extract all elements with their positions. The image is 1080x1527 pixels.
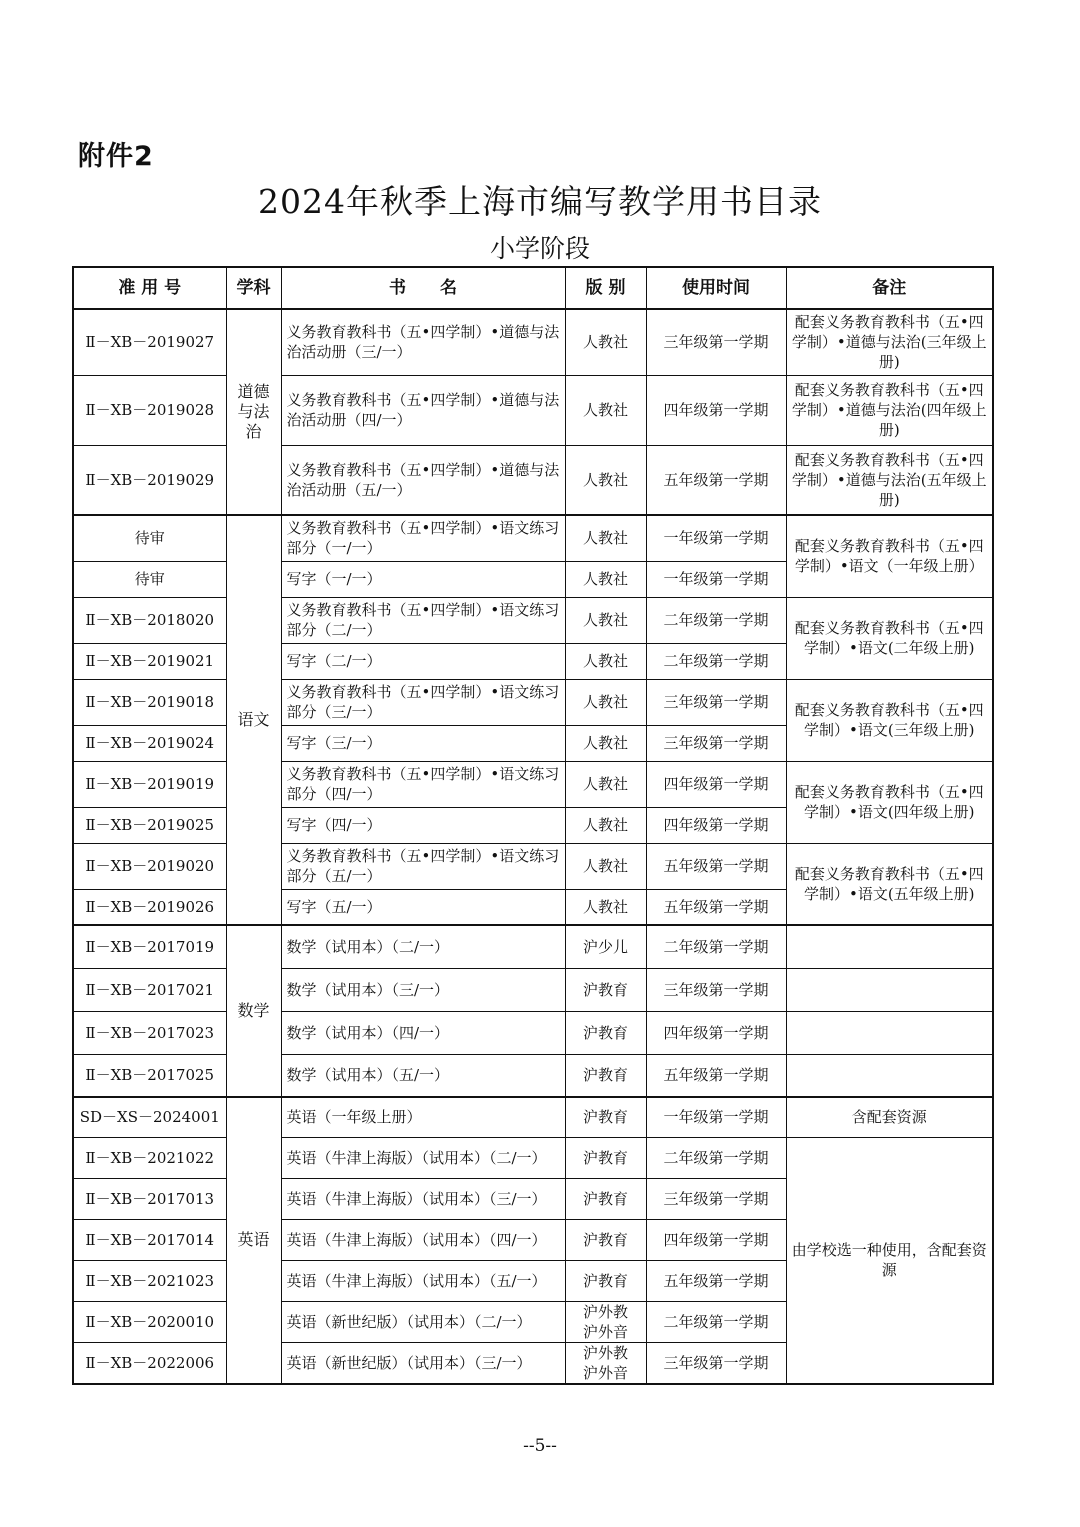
cell-time: 一年级第一学期 — [646, 1097, 786, 1137]
cell-time: 四年级第一学期 — [646, 1219, 786, 1260]
cell-book-name: 写字（二/一） — [281, 643, 565, 679]
table-row — [73, 445, 993, 515]
cell-publisher: 人教社 — [565, 843, 646, 889]
cell-book-name: 数学（试用本）（二/一） — [281, 925, 565, 968]
cell-publisher: 人教社 — [565, 375, 646, 445]
cell-id: Ⅱ－XB－2019026 — [73, 889, 226, 925]
header-note: 备注 — [786, 267, 993, 309]
attachment-label: 附件2 — [78, 141, 154, 172]
cell-id: 待审 — [73, 561, 226, 597]
cell-book-name: 写字（五/一） — [281, 889, 565, 925]
cell-note: 配套义务教育教科书（五•四学制）•语文(三年级上册) — [786, 679, 993, 761]
cell-book-name: 义务教育教科书（五•四学制）•道德与法治活动册（三/一） — [281, 309, 565, 375]
cell-time: 四年级第一学期 — [646, 807, 786, 843]
table-row — [73, 679, 993, 725]
cell-publisher: 人教社 — [565, 309, 646, 375]
table-header-row — [73, 267, 993, 309]
cell-note: 配套义务教育教科书（五•四学制）•道德与法治(五年级上册) — [786, 445, 993, 515]
cell-id: Ⅱ－XB－2017014 — [73, 1219, 226, 1260]
cell-id: Ⅱ－XB－2019018 — [73, 679, 226, 725]
cell-id: Ⅱ－XB－2019027 — [73, 309, 226, 375]
cell-time: 四年级第一学期 — [646, 375, 786, 445]
cell-id: Ⅱ－XB－2022006 — [73, 1342, 226, 1384]
cell-book-name: 义务教育教科书（五•四学制）•道德与法治活动册（四/一） — [281, 375, 565, 445]
cell-time: 五年级第一学期 — [646, 889, 786, 925]
page-title: 2024年秋季上海市编写教学用书目录 — [258, 182, 822, 221]
cell-note: 配套义务教育教科书（五•四学制）•语文(四年级上册) — [786, 761, 993, 843]
cell-book-name: 义务教育教科书（五•四学制）•语文练习部分（二/一） — [281, 597, 565, 643]
cell-time: 三年级第一学期 — [646, 725, 786, 761]
cell-id: Ⅱ－XB－2017023 — [73, 1011, 226, 1054]
cell-time: 四年级第一学期 — [646, 761, 786, 807]
cell-publisher: 人教社 — [565, 445, 646, 515]
header-time: 使用时间 — [646, 267, 786, 309]
cell-id: Ⅱ－XB－2017019 — [73, 925, 226, 968]
cell-time: 二年级第一学期 — [646, 1137, 786, 1178]
cell-note: 配套义务教育教科书（五•四学制）•语文(五年级上册) — [786, 843, 993, 925]
cell-book-name: 数学（试用本）（四/一） — [281, 1011, 565, 1054]
cell-id: Ⅱ－XB－2019025 — [73, 807, 226, 843]
cell-book-name: 义务教育教科书（五•四学制）•语文练习部分（三/一） — [281, 679, 565, 725]
cell-time: 五年级第一学期 — [646, 1260, 786, 1301]
cell-note — [786, 968, 993, 1011]
cell-publisher: 沪教育 — [565, 1097, 646, 1137]
cell-note — [786, 1011, 993, 1054]
cell-publisher: 沪教育 — [565, 968, 646, 1011]
cell-subject-english: 英语 — [226, 1097, 281, 1384]
table-row — [73, 761, 993, 807]
table-row — [73, 1137, 993, 1178]
cell-time: 三年级第一学期 — [646, 968, 786, 1011]
cell-time: 一年级第一学期 — [646, 515, 786, 561]
table-row — [73, 515, 993, 561]
cell-book-name: 义务教育教科书（五•四学制）•道德与法治活动册（五/一） — [281, 445, 565, 515]
header-id: 准 用 号 — [73, 267, 226, 309]
cell-id: Ⅱ－XB－2020010 — [73, 1301, 226, 1342]
cell-id: Ⅱ－XB－2018020 — [73, 597, 226, 643]
cell-note — [786, 925, 993, 968]
cell-subject-math: 数学 — [226, 925, 281, 1097]
table-row — [73, 968, 993, 1011]
cell-time: 三年级第一学期 — [646, 309, 786, 375]
header-publisher: 版 别 — [565, 267, 646, 309]
cell-book-name: 写字（四/一） — [281, 807, 565, 843]
cell-book-name: 数学（试用本）（五/一） — [281, 1054, 565, 1097]
cell-id: Ⅱ－XB－2021023 — [73, 1260, 226, 1301]
page-number: --5-- — [523, 1436, 557, 1456]
cell-note: 配套义务教育教科书（五•四学制）•道德与法治(四年级上册) — [786, 375, 993, 445]
cell-book-name: 英语（牛津上海版）（试用本）（三/一） — [281, 1178, 565, 1219]
cell-time: 三年级第一学期 — [646, 1178, 786, 1219]
cell-time: 三年级第一学期 — [646, 679, 786, 725]
cell-time: 五年级第一学期 — [646, 445, 786, 515]
header-book-name: 书 名 — [281, 267, 565, 309]
cell-id: Ⅱ－XB－2019020 — [73, 843, 226, 889]
table-row — [73, 1097, 993, 1137]
cell-id: Ⅱ－XB－2019024 — [73, 725, 226, 761]
cell-time: 二年级第一学期 — [646, 925, 786, 968]
table-row — [73, 309, 993, 375]
cell-id: SD－XS－2024001 — [73, 1097, 226, 1137]
cell-publisher: 人教社 — [565, 725, 646, 761]
cell-time: 二年级第一学期 — [646, 643, 786, 679]
cell-publisher: 人教社 — [565, 761, 646, 807]
cell-id: 待审 — [73, 515, 226, 561]
cell-time: 一年级第一学期 — [646, 561, 786, 597]
cell-publisher: 沪教育 — [565, 1260, 646, 1301]
cell-publisher: 沪少儿 — [565, 925, 646, 968]
table-row — [73, 597, 993, 643]
cell-publisher: 人教社 — [565, 597, 646, 643]
cell-time: 二年级第一学期 — [646, 597, 786, 643]
cell-publisher: 人教社 — [565, 561, 646, 597]
cell-id: Ⅱ－XB－2021022 — [73, 1137, 226, 1178]
cell-book-name: 义务教育教科书（五•四学制）•语文练习部分（四/一） — [281, 761, 565, 807]
cell-time: 五年级第一学期 — [646, 1054, 786, 1097]
cell-id: Ⅱ－XB－2017025 — [73, 1054, 226, 1097]
cell-book-name: 义务教育教科书（五•四学制）•语文练习部分（一/一） — [281, 515, 565, 561]
cell-note — [786, 1054, 993, 1097]
table-row — [73, 1054, 993, 1097]
cell-id: Ⅱ－XB－2017021 — [73, 968, 226, 1011]
cell-time: 三年级第一学期 — [646, 1342, 786, 1384]
table-row — [73, 1011, 993, 1054]
cell-id: Ⅱ－XB－2019028 — [73, 375, 226, 445]
cell-publisher: 沪教育 — [565, 1219, 646, 1260]
cell-subject-chinese: 语文 — [226, 515, 281, 925]
cell-book-name: 英语（牛津上海版）（试用本）（五/一） — [281, 1260, 565, 1301]
cell-id: Ⅱ－XB－2017013 — [73, 1178, 226, 1219]
cell-book-name: 数学（试用本）（三/一） — [281, 968, 565, 1011]
cell-id: Ⅱ－XB－2019021 — [73, 643, 226, 679]
cell-publisher: 人教社 — [565, 889, 646, 925]
cell-publisher: 人教社 — [565, 515, 646, 561]
cell-time: 二年级第一学期 — [646, 1301, 786, 1342]
cell-id: Ⅱ－XB－2019029 — [73, 445, 226, 515]
cell-publisher: 沪外教沪外音 — [565, 1301, 646, 1342]
cell-book-name: 写字（三/一） — [281, 725, 565, 761]
cell-note: 配套义务教育教科书（五•四学制）•语文（一年级上册） — [786, 515, 993, 597]
cell-note: 由学校选一种使用，含配套资源 — [786, 1137, 993, 1384]
cell-publisher: 沪教育 — [565, 1054, 646, 1097]
cell-time: 四年级第一学期 — [646, 1011, 786, 1054]
cell-note: 配套义务教育教科书（五•四学制）•语文(二年级上册) — [786, 597, 993, 679]
cell-book-name: 英语（新世纪版）（试用本）（三/一） — [281, 1342, 565, 1384]
cell-book-name: 英语（新世纪版）（试用本）（二/一） — [281, 1301, 565, 1342]
cell-time: 五年级第一学期 — [646, 843, 786, 889]
table-row — [73, 925, 993, 968]
cell-book-name: 英语（一年级上册） — [281, 1097, 565, 1137]
cell-publisher: 沪教育 — [565, 1137, 646, 1178]
cell-book-name: 义务教育教科书（五•四学制）•语文练习部分（五/一） — [281, 843, 565, 889]
table-row — [73, 843, 993, 889]
cell-id: Ⅱ－XB－2019019 — [73, 761, 226, 807]
cell-note: 含配套资源 — [786, 1097, 993, 1137]
cell-note: 配套义务教育教科书（五•四学制）•道德与法治(三年级上册) — [786, 309, 993, 375]
header-subject: 学科 — [226, 267, 281, 309]
cell-publisher: 人教社 — [565, 643, 646, 679]
cell-book-name: 英语（牛津上海版）（试用本）（二/一） — [281, 1137, 565, 1178]
table-row — [73, 375, 993, 445]
cell-book-name: 英语（牛津上海版）（试用本）（四/一） — [281, 1219, 565, 1260]
cell-subject-morality: 道德与法治 — [226, 309, 281, 515]
textbook-table — [72, 266, 994, 1385]
cell-book-name: 写字（一/一） — [281, 561, 565, 597]
cell-publisher: 人教社 — [565, 679, 646, 725]
cell-publisher: 沪外教沪外音 — [565, 1342, 646, 1384]
cell-publisher: 沪教育 — [565, 1178, 646, 1219]
cell-publisher: 沪教育 — [565, 1011, 646, 1054]
cell-publisher: 人教社 — [565, 807, 646, 843]
page-subtitle: 小学阶段 — [489, 234, 590, 263]
